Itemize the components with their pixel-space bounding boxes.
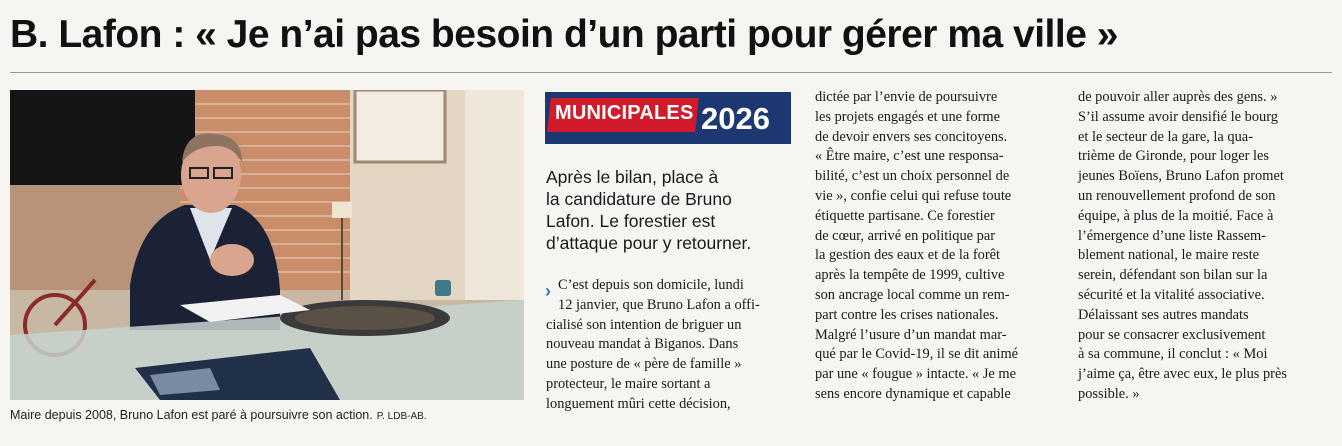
text-line: à sa commune, il conclut : « Moi (1078, 346, 1268, 363)
text-line: étiquette partisane. Ce forestier (815, 207, 995, 224)
text-line: « Être maire, c’est une responsa- (815, 148, 1004, 165)
text-line: les projets engagés et une forme (815, 108, 1001, 125)
text-line: l’émergence d’une liste Rassem- (1078, 227, 1266, 244)
text-line: sens encore dynamique et capable (815, 385, 1011, 402)
text-line: bilité, c’est un choix personnel de (815, 168, 1010, 185)
text-line: longuement mûri cette décision, (546, 395, 731, 412)
article-intro (546, 166, 796, 254)
text-line: et le secteur de la gare, la qua- (1078, 128, 1253, 145)
text-line: un renouvellement profond de son (1078, 187, 1276, 204)
headline: B. Lafon : « Je n’ai pas besoin d’un parti pour gérer ma ville » (10, 13, 1118, 56)
text-line: la gestion des eaux et de la forêt (815, 247, 1001, 264)
lead-chevron-icon: › (545, 281, 551, 301)
photo-caption (10, 406, 530, 426)
text-line: Malgré l’usure d’un mandat mar- (815, 326, 1007, 343)
text-line: S’il assume avoir densifié le bourg (1078, 108, 1278, 125)
badge-label: MUNICIPALES (555, 102, 694, 124)
text-line: protecteur, le maire sortant a (546, 375, 711, 392)
text-line: équipe, à plus de la moitié. Face à (1078, 207, 1274, 224)
text-line: serein, défendant son bilan sur la (1078, 267, 1268, 284)
text-line: son ancrage local comme un rem- (815, 286, 1010, 303)
intro-line: Lafon. Le forestier est (546, 211, 716, 231)
text-line: nouveau mandat à Biganos. Dans (546, 336, 739, 353)
intro-line: d’attaque pour y retourner. (546, 233, 752, 253)
text-line: de cœur, arrivé en politique par (815, 227, 996, 244)
text-line: cialisé son intention de briguer un (546, 316, 742, 333)
photo-credit: P. LDB-AB. (376, 411, 427, 422)
text-line: trième de Gironde, pour loger les (1078, 148, 1270, 165)
caption-text: Maire depuis 2008, Bruno Lafon est paré à poursuivre son action. (10, 408, 373, 422)
text-line: sécurité et la vitalité associative. (1078, 286, 1265, 303)
text-line: de pouvoir aller auprès des gens. » (1078, 89, 1278, 105)
text-line: dictée par l’envie de poursuivre (815, 89, 998, 105)
text-line: possible. » (1078, 385, 1140, 402)
text-line: une posture de « père de famille » (546, 356, 742, 373)
text-line: Délaissant ses autres mandats (1078, 306, 1249, 323)
text-line: C’est depuis son domicile, lundi (558, 277, 744, 293)
text-line: qué par le Covid-19, il se dit animé (815, 346, 1019, 363)
intro-line: Après le bilan, place à (546, 167, 719, 187)
text-line: j’aime ça, être avec eux, le plus près (1078, 366, 1287, 383)
municipales-badge (545, 92, 791, 144)
intro-line: la candidature de Bruno (546, 189, 732, 209)
text-line: vie », confie celui qui refuse toute (815, 187, 1012, 204)
headline-rule (10, 72, 1332, 73)
text-line: par une « fougue » intacte. « Je me (815, 366, 1016, 383)
badge-year: 2026 (701, 101, 770, 136)
text-line: part contre les crises nationales. (815, 306, 999, 323)
article-column-1 (546, 276, 796, 415)
text-line: blement national, le maire reste (1078, 247, 1260, 264)
text-line: pour se consacrer exclusivement (1078, 326, 1266, 343)
article-photo (10, 90, 524, 400)
article-column-3 (1078, 88, 1333, 405)
text-line: de devoir envers ses concitoyens. (815, 128, 1008, 145)
text-line: après la tempête de 1999, cultive (815, 267, 1005, 284)
text-line: jeunes Boïens, Bruno Lafon promet (1078, 168, 1284, 185)
text-line: 12 janvier, que Bruno Lafon a offi- (558, 296, 760, 313)
article-column-2 (815, 88, 1065, 405)
